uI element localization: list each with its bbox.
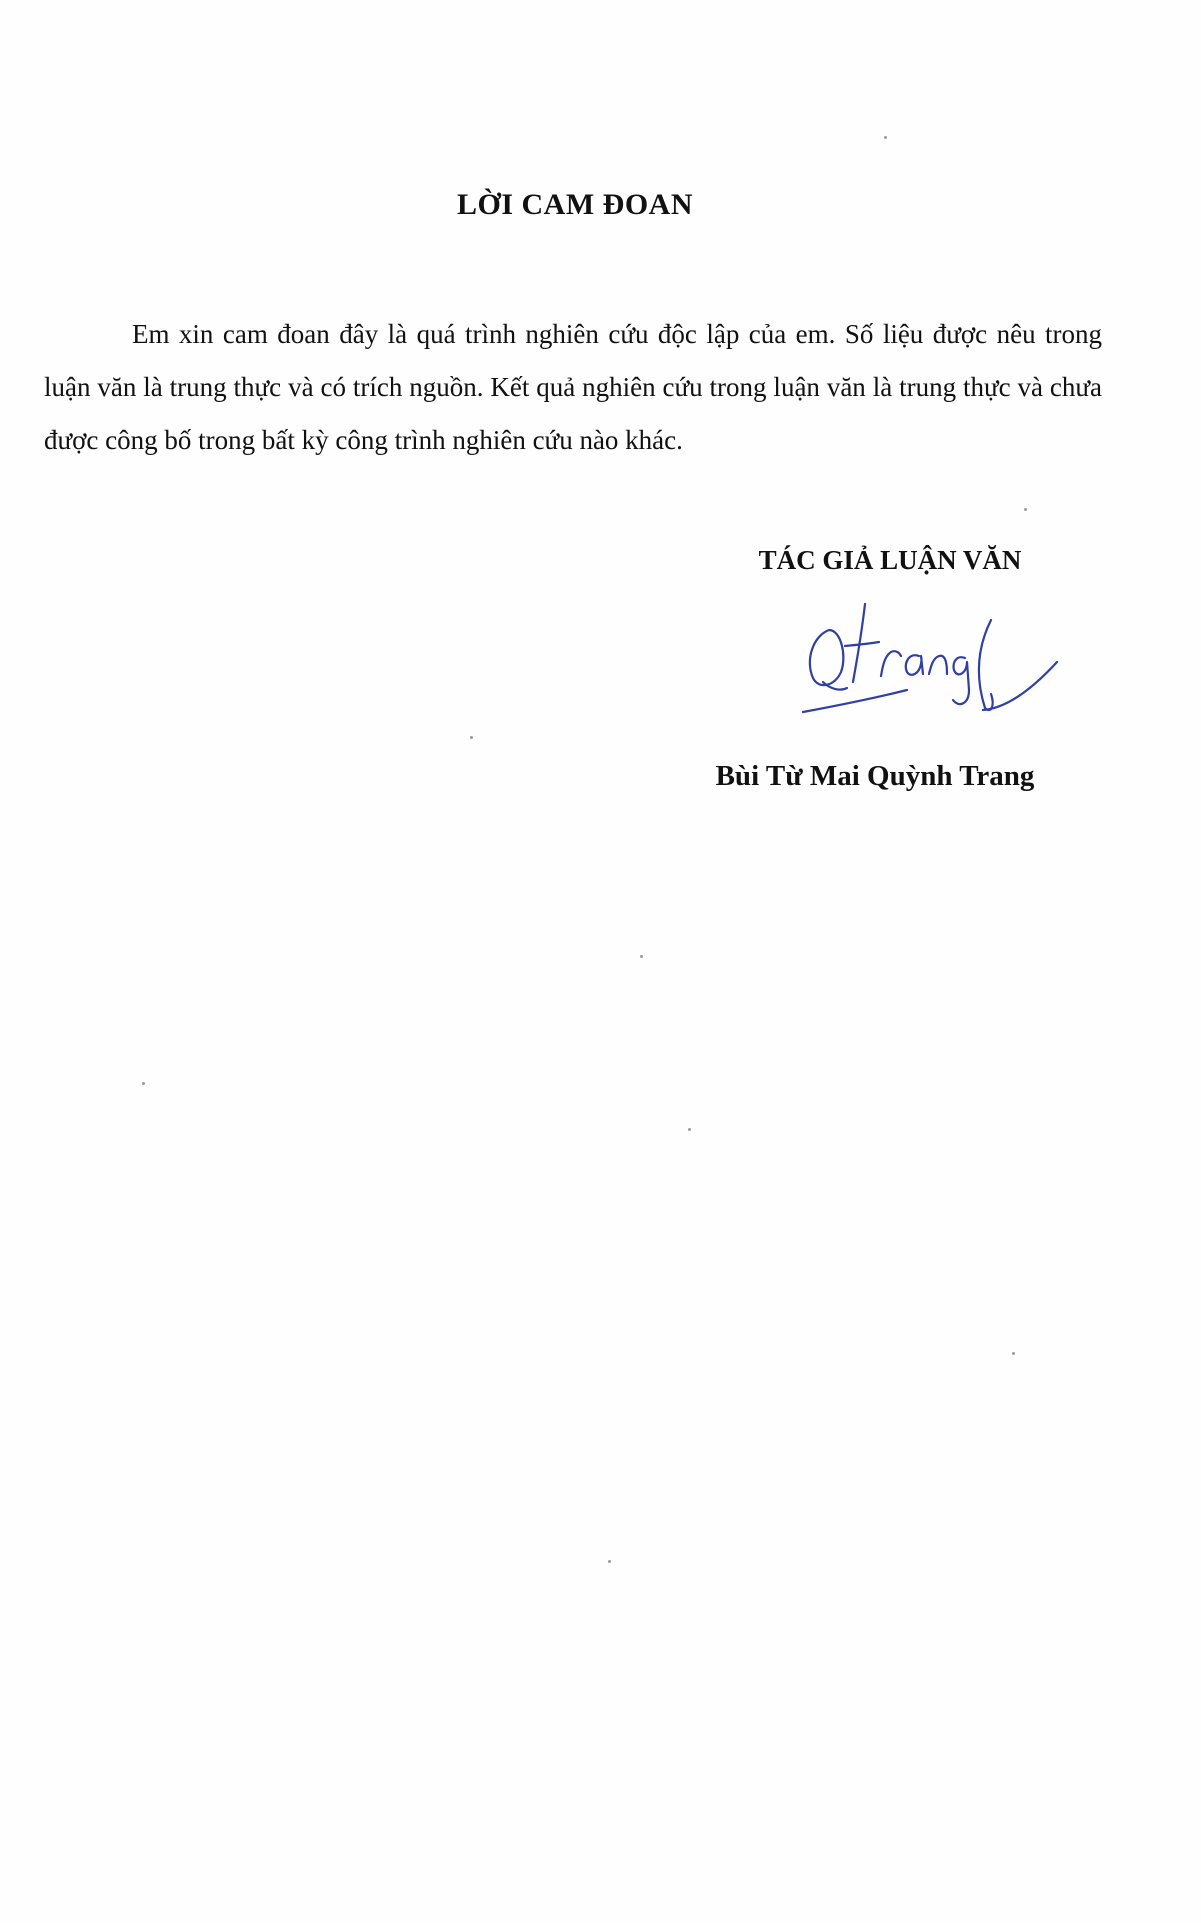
declaration-paragraph: Em xin cam đoan đây là quá trình nghiên cứu độc lập của em. Số liệu được nêu trong luận văn là trung thực và có trích nguồn. Kết quả nghiên cứu trong luận văn là trung thực và chưa được công bố trong bất kỳ công trình nghiên cứu nào khác. (44, 319, 1102, 455)
scan-speck (470, 736, 473, 739)
scan-speck (688, 1128, 691, 1131)
author-name: Bùi Từ Mai Quỳnh Trang (715, 760, 1035, 792)
scan-speck (1024, 508, 1027, 511)
page-title: LỜI CAM ĐOAN (457, 188, 693, 221)
scan-speck (142, 1082, 145, 1085)
scan-speck (1012, 1352, 1015, 1355)
scan-speck (640, 955, 643, 958)
scan-speck (884, 136, 887, 139)
handwritten-signature (795, 590, 1065, 725)
scan-speck (608, 1560, 611, 1563)
author-label: TÁC GIẢ LUẬN VĂN (758, 545, 1022, 575)
